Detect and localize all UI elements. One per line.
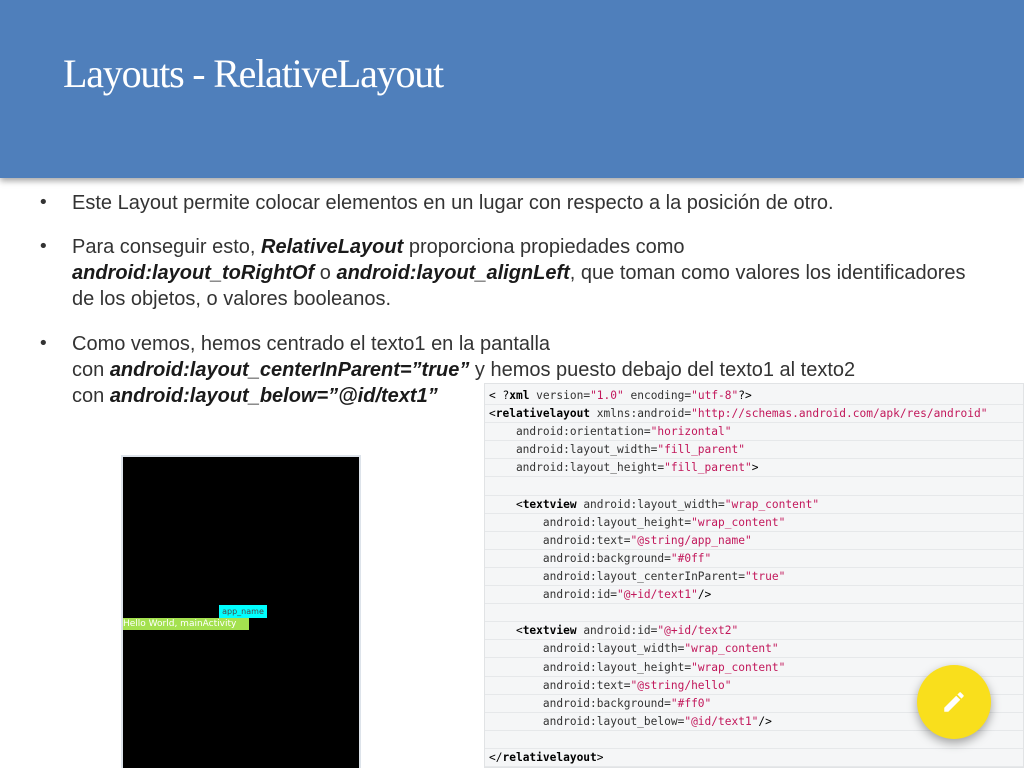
code-token: "true" [744,570,786,583]
code-token: android:text= [489,678,631,692]
code-line [485,586,1024,604]
bullet-2-part-a: Para conseguir esto, [72,236,261,258]
code-token [489,606,496,619]
code-line [485,441,1024,459]
code-line [485,459,1024,477]
edit-fab-button[interactable] [917,665,991,739]
code-token: android:text= [489,533,631,547]
code-token: "horizontal" [650,425,732,439]
code-token: xml [509,389,530,402]
code-token: "fill_parent" [657,443,745,457]
code-token: xmlns:android= [590,407,692,421]
code-token: < [489,497,523,511]
code-token: "#0ff" [670,551,712,565]
code-token: "wrap_content" [691,515,786,529]
emulator-screenshot [121,455,361,768]
code-token: android:background= [489,551,671,565]
bullet-marker: • [38,333,49,354]
code-token: "utf-8" [691,389,739,402]
code-token: encoding= [623,389,692,402]
code-token: android:layout_width= [489,642,685,656]
code-token: "@string/app_name" [630,533,752,547]
code-token: < ? [489,389,510,402]
code-token: "#ff0" [670,696,712,710]
code-line [485,478,1024,496]
code-token: android:id= [489,588,617,602]
torightof-term: android:layout_toRightOf [72,262,315,284]
emulator-text2: Hello World, mainActivity [123,618,249,630]
alignleft-term: android:layout_alignLeft [336,262,570,284]
code-line [485,604,1024,622]
pencil-icon [941,689,967,715]
bullet-3-part-d: con [72,385,110,407]
code-token: </ [489,751,503,764]
code-token: "wrap_content" [691,660,786,674]
code-token: android:layout_height= [489,660,692,674]
code-token: textview [522,497,577,511]
code-token: /> [697,588,712,602]
code-line [485,550,1024,568]
bullet-3-part-c: y hemos puesto debajo del texto1 al texto2 [469,359,856,381]
code-line [485,568,1024,586]
code-token: version= [529,389,591,402]
bullet-marker: • [38,236,49,257]
bullet-marker: • [38,192,49,213]
code-token [489,733,496,746]
code-token: android:layout_height= [489,461,665,475]
code-token: android:layout_below= [489,714,685,728]
code-token: > [596,751,604,764]
code-token: "fill_parent" [664,461,752,475]
bullet-2-part-b: proporciona propiedades como [403,236,685,258]
code-line [485,532,1024,550]
bullet-item-1 [72,190,972,216]
code-token: /> [758,714,772,728]
bullet-item-2 [72,234,972,312]
code-line [485,496,1024,514]
code-token: relativelayout [502,751,597,764]
code-token: android:id= [576,624,658,638]
code-token: "http://schemas.android.com/apk/res/android" [691,407,988,421]
bullet-1-text: Este Layout permite colocar elementos en un lugar con respecto a la posición de otro. [72,192,834,214]
code-line [485,749,1024,767]
title-bar [0,0,1024,178]
code-token: "@+id/text1" [616,588,698,602]
code-token: android:layout_width= [576,497,725,511]
code-token: android:background= [489,696,671,710]
code-token: "@+id/text2" [657,624,739,638]
bullet-2-part-d: , que toman como valores los identificadores de los objetos, o valores booleanos. [72,262,966,310]
code-token: android:layout_centerInParent= [489,570,745,583]
code-token: android:layout_height= [489,515,692,529]
code-token: "1.0" [590,389,624,402]
layoutbelow-term: android:layout_below=”@id/text1” [109,385,438,407]
code-token: "wrap_content" [724,497,820,511]
code-token [489,480,496,493]
code-line [485,405,1024,423]
code-line [485,622,1024,640]
code-token: "wrap_content" [684,642,779,656]
relativelayout-term: RelativeLayout [261,236,404,258]
bullet-3-part-a: Como vemos, hemos centrado el texto1 en la pantalla [72,333,551,355]
code-token: "@id/text1" [684,714,759,728]
code-line [485,514,1024,532]
code-token: textview [522,624,577,638]
code-token: > [751,461,759,475]
code-token: < [489,624,523,638]
centerinparent-term: android:layout_centerInParent=”true” [109,359,470,381]
code-token: relativelayout [495,407,591,421]
code-token: ?> [738,389,752,402]
emulator-text1: app_name [219,605,267,618]
slide-title: Layouts - RelativeLayout [63,51,443,96]
code-line [485,640,1024,658]
bullet-2-part-c: o [314,262,337,284]
code-token: android:layout_width= [489,443,658,457]
code-token: < [489,407,496,421]
bullet-3-part-b: con [72,359,110,381]
code-line [485,423,1024,441]
code-token: "@string/hello" [630,678,732,692]
code-token: android:orientation= [489,425,651,439]
code-line [485,387,1024,405]
